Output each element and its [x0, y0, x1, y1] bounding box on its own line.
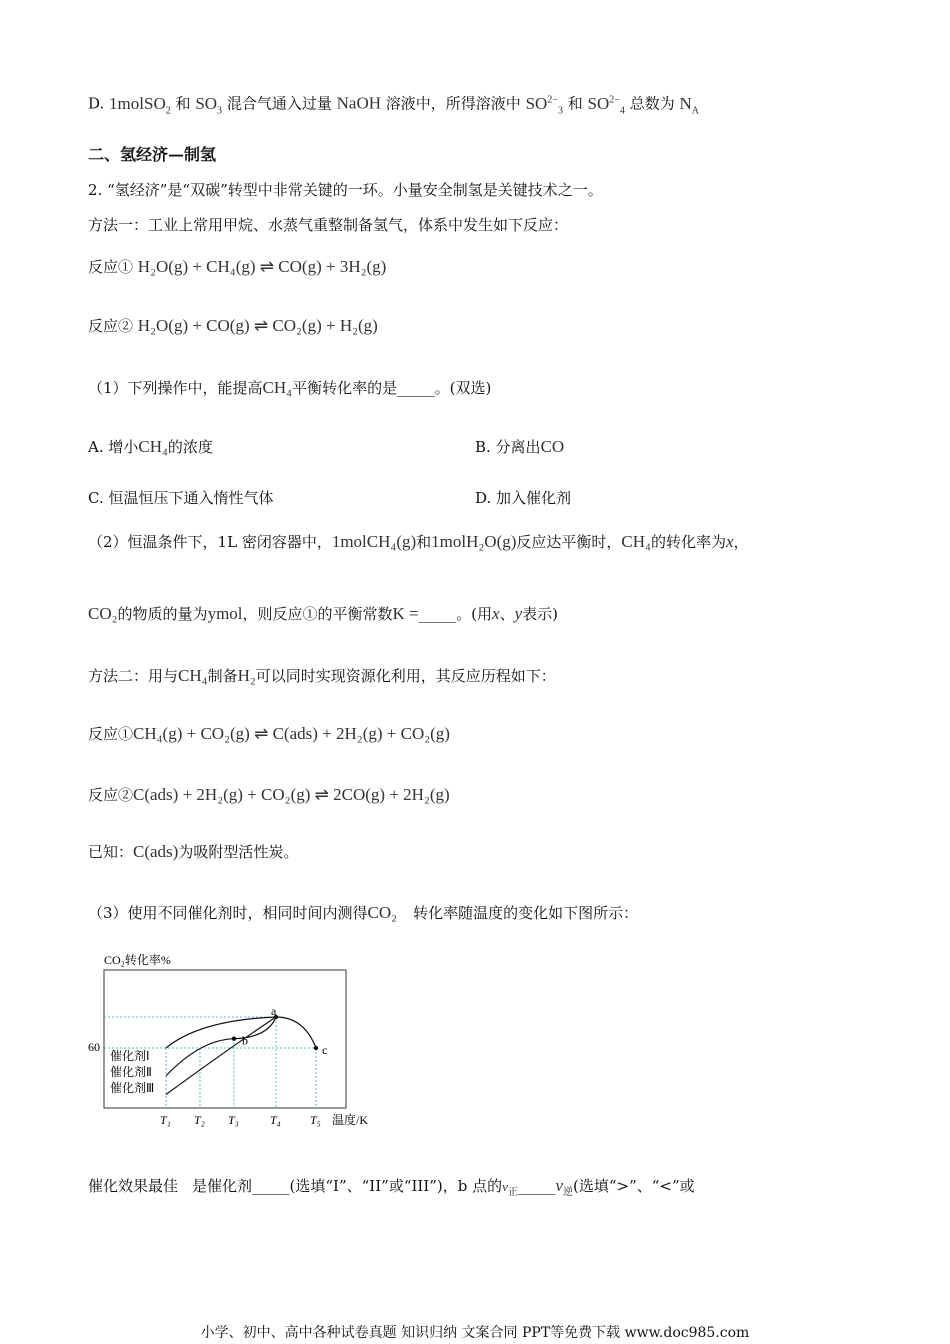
section-heading: 二、氢经济—制氢 — [88, 145, 217, 164]
x-tick-t4: T₄ — [270, 1113, 281, 1127]
y-axis-label: CO₂转化率% — [104, 953, 171, 967]
x-tick-t1: T₁ — [160, 1113, 171, 1127]
option-d-line — [88, 90, 699, 121]
known-note: 已知：C(ads)为吸附型活性炭。 — [88, 842, 299, 861]
point-label-b: b — [242, 1033, 248, 1048]
option-d: D. 加入催化剂 — [475, 489, 572, 507]
text: 和 — [567, 94, 583, 113]
series-catalyst-2 — [166, 1017, 276, 1076]
x-tick-t2: T₂ — [194, 1113, 205, 1127]
method2-reaction-1: 反应①CH₄(g) + CO₂(g) ⇌ C(ads) + 2H₂(g) + CO₂(g) — [88, 724, 450, 743]
series-catalyst-3 — [166, 1017, 276, 1095]
point-label-a: a — [271, 1004, 277, 1018]
x-axis-label: 温度/K — [332, 1113, 369, 1127]
subquestion-3-answer-line: 催化效果最佳 是催化剂_____(选填“I”、“II”或“III”)，b 点的$v_正\_\_\_\_\_v_逆$(选填“>”、“<”或 — [88, 1176, 695, 1198]
option-b: B. 分离出CO — [475, 437, 565, 456]
reaction-1 — [88, 257, 386, 277]
subquestion-2-cont: CO₂的物质的量为ymol，则反应①的平衡常数K =_____。(用x、y表示) — [88, 604, 558, 623]
point-c — [314, 1046, 318, 1050]
text: 混合气通入过量 — [226, 94, 332, 113]
series-combined — [276, 1017, 316, 1048]
reaction-equation: H₂O(g) + CH₄(g) ⇌ CO(g) + 3H₂(g) — [137, 257, 387, 276]
formula: $SO^{2-}_4$ — [587, 93, 625, 117]
point-b — [232, 1037, 236, 1041]
x-tick-t3: T₃ — [228, 1113, 239, 1127]
page-footer: 小学、初中、高中各种试卷真题 知识归纳 文案合同 PPT等免费下载 www.doc985.com — [200, 1325, 750, 1341]
subquestion-3: （3）使用不同催化剂时，相同时间内测得CO₂ 转化率随温度的变化如下图所示： — [88, 903, 639, 922]
option-c: C. 恒温恒压下通入惰性气体 — [88, 489, 274, 507]
subquestion-2: （2）恒温条件下，1L 密闭容器中，1molCH₄(g)和1molH₂O(g)反应达平衡时，CH₄的转化率为x， — [88, 532, 749, 551]
formula: 1molSO$_2$ — [109, 93, 171, 117]
question-2-stem: 2. “氢经济”是“双碳”转型中非常关键的一环。小量安全制氢是关键技术之一。 — [88, 181, 603, 199]
series-catalyst-1 — [166, 1017, 276, 1048]
method-2: 方法二：用与CH₄制备H₂可以同时实现资源化利用，其反应历程如下： — [88, 666, 556, 685]
method-1: 方法一：工业上常用甲烷、水蒸气重整制备氢气，体系中发生如下反应： — [88, 216, 569, 234]
reaction-2 — [88, 316, 378, 336]
co2-conversion-chart — [86, 948, 386, 1138]
option-a: A. 增小CH₄的浓度 — [88, 437, 213, 456]
reaction-label: 反应② — [88, 317, 134, 335]
reaction-equation: H₂O(g) + CO(g) ⇌ CO₂(g) + H₂(g) — [137, 316, 378, 335]
text: 总数为 — [629, 94, 675, 113]
formula: $SO^{2-}_3$ — [525, 93, 563, 117]
option-label: D. — [88, 94, 105, 113]
formula: NaOH — [336, 93, 382, 113]
legend-catalyst-2: 催化剂Ⅱ — [110, 1065, 152, 1079]
legend-catalyst-1: 催化剂Ⅰ — [110, 1049, 150, 1063]
formula: $N_A$ — [679, 93, 700, 117]
subquestion-1: （1）下列操作中，能提高CH₄平衡转化率的是_____。(双选) — [88, 378, 492, 397]
y-tick-60: 60 — [88, 1040, 100, 1054]
point-label-c: c — [322, 1043, 328, 1057]
x-tick-t5: T₅ — [310, 1113, 321, 1127]
reaction-label: 反应① — [88, 258, 134, 276]
method2-reaction-2: 反应②C(ads) + 2H₂(g) + CO₂(g) ⇌ 2CO(g) + 2H₂(g) — [88, 785, 450, 804]
formula: $SO_3$ — [195, 93, 223, 117]
legend-catalyst-3: 催化剂Ⅲ — [110, 1081, 155, 1095]
text: 和 — [175, 94, 191, 113]
text: 溶液中，所得溶液中 — [385, 94, 521, 113]
